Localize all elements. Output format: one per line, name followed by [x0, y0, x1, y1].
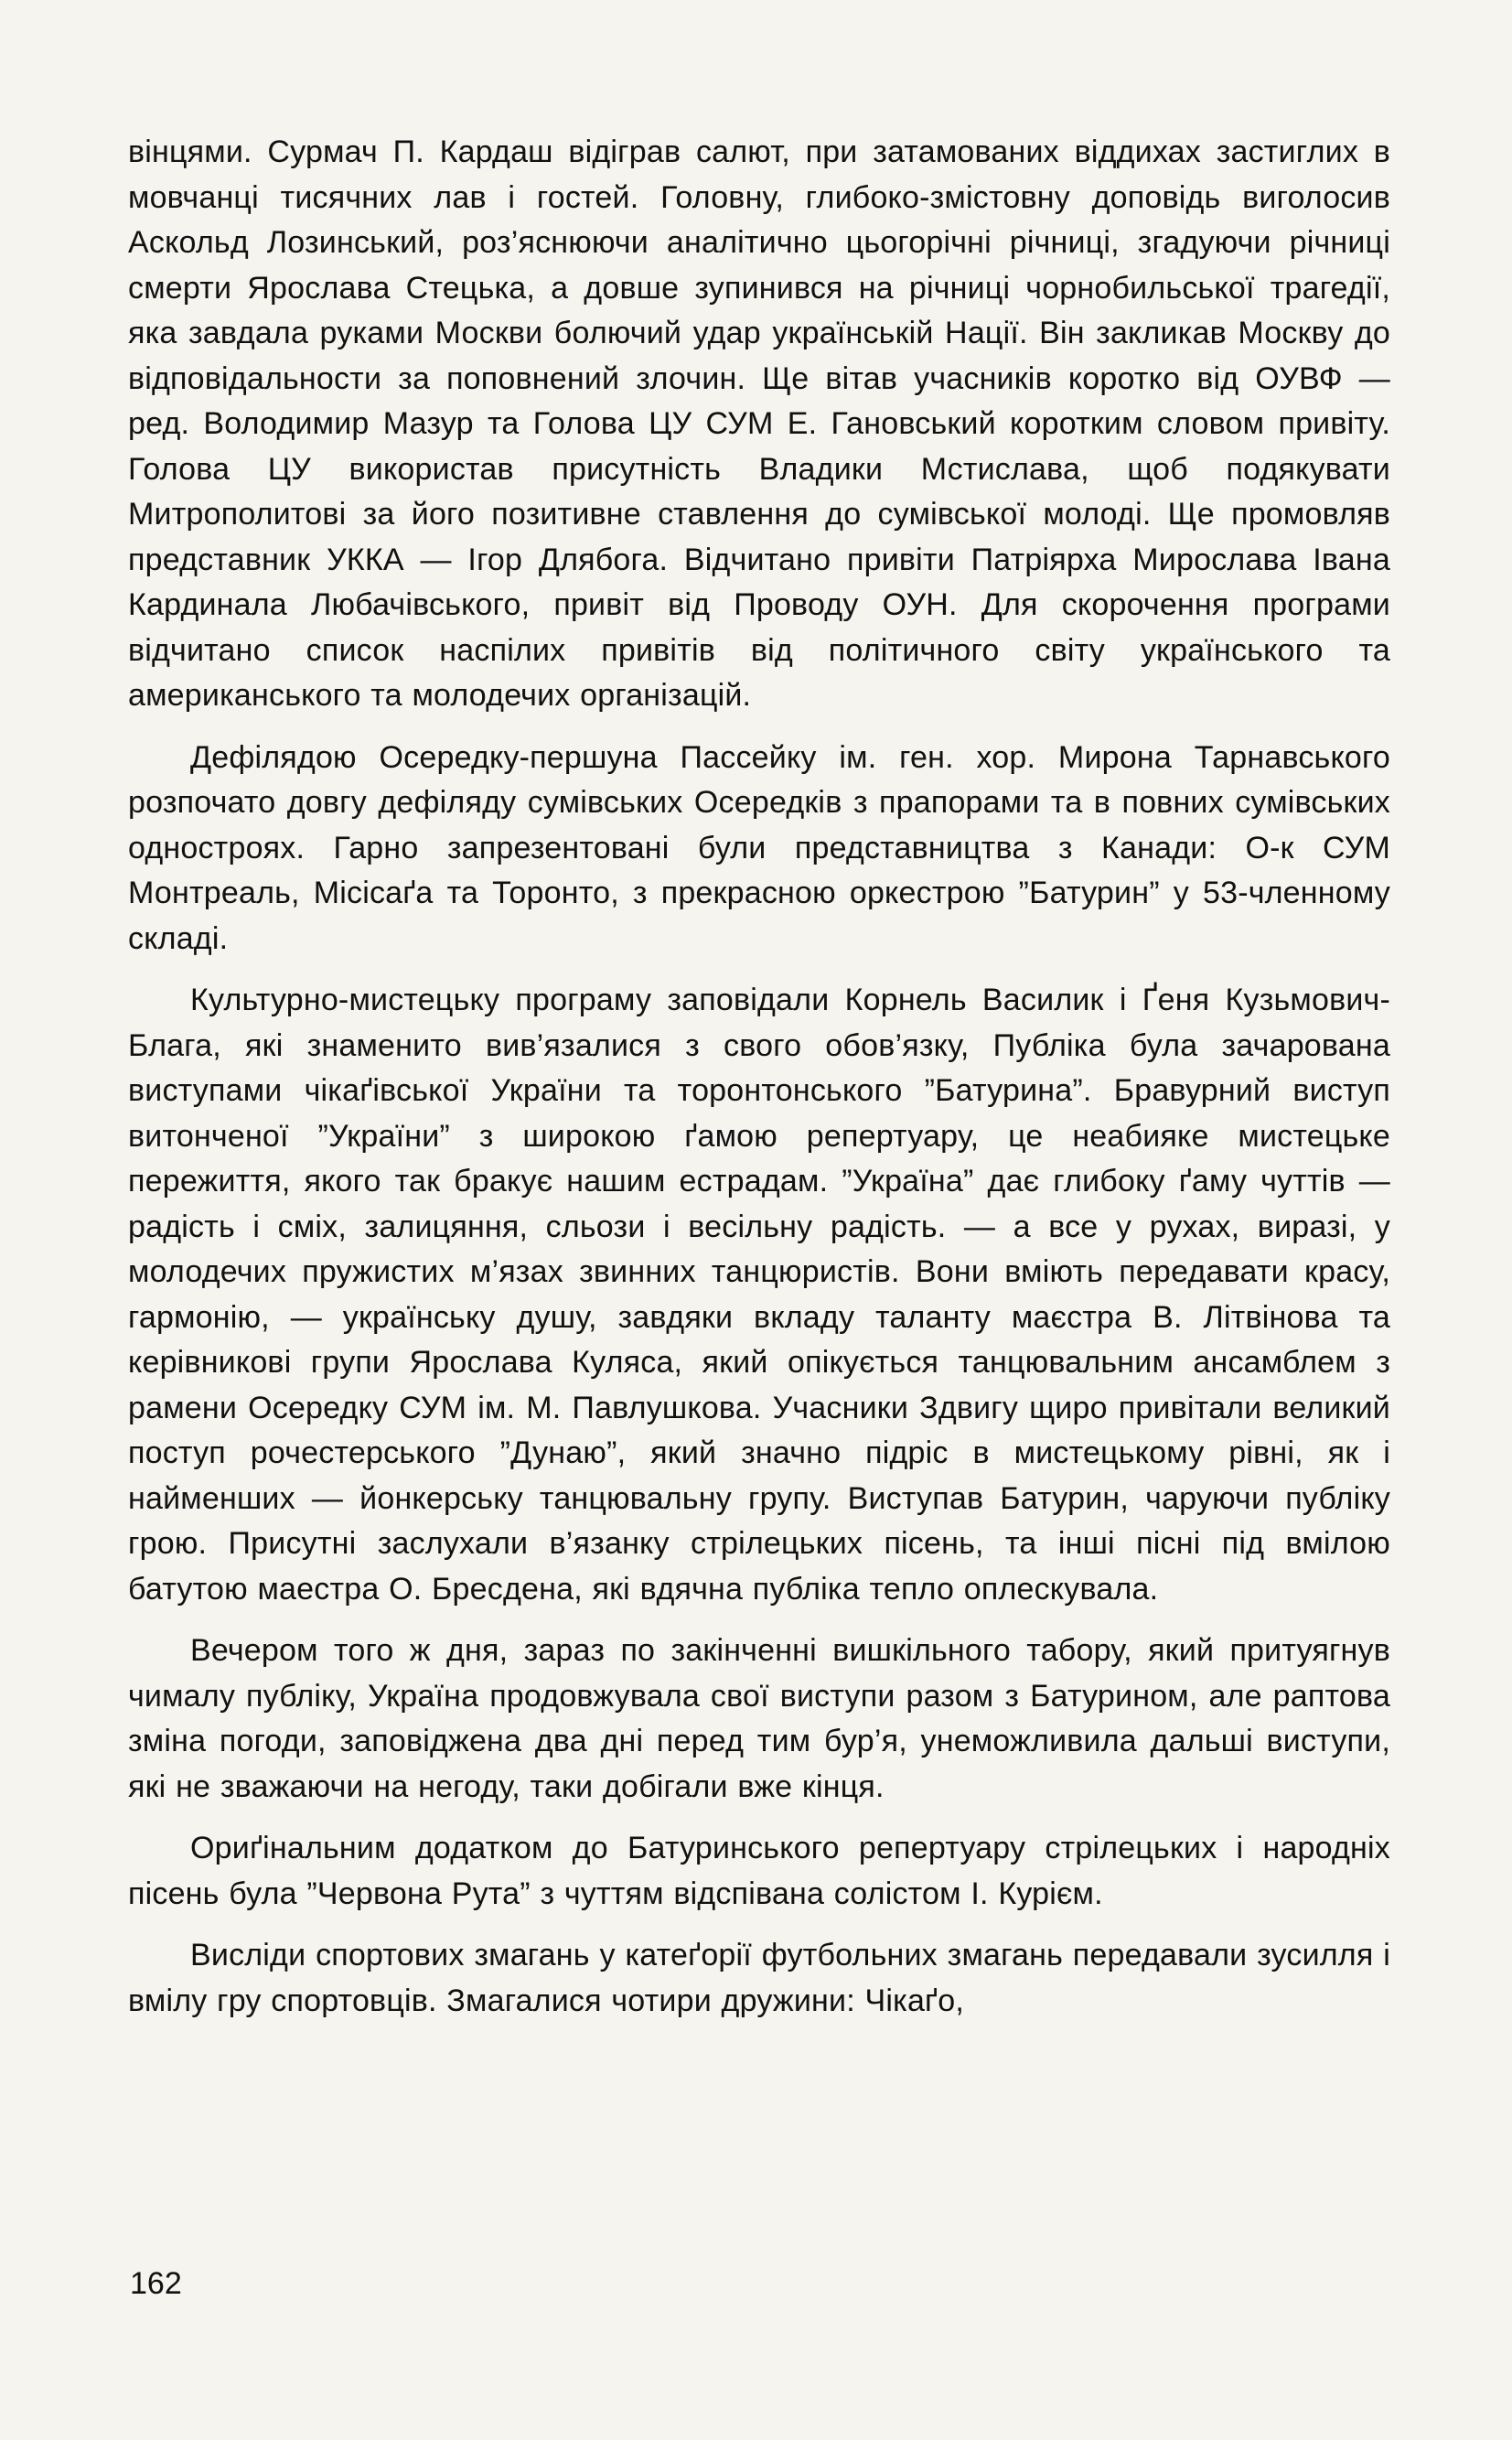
paragraph-6: Висліди спортових змагань у катеґорії футбольних змагань передавали зусилля і вмілу гру спортовців. Змагалися чотири дружини: Чікаґо,: [128, 1938, 1390, 2018]
document-page: [128, 130, 1390, 2040]
paragraph-4: Вечером того ж дня, зараз по закінченні вишкільного табору, який притуягнув чималу публіку, Україна продовжувала свої виступи разом з Батурином, але раптова зміна погоди, заповіджена два дні перед тим бур’я, унеможливила дальші виступи, які не зважаючи на негоду, таки добігали вже кінця.: [128, 1633, 1390, 1804]
paragraph-3: Культурно-мистецьку програму заповідали Корнель Василик і Ґеня Кузьмович-Блага, які знаменито вив’язалися з свого обов’язку, Публіка була зачарована виступами чікаґівської України та торонтонського ”Батурина”. Бравурний виступ витонченої ”України” з широкою ґамою репертуару, це неабияке мистецьке пережиття, якого так бракує нашим естрадам. ”Україна” дає глибоку ґаму чуттів — радість і сміх, залицяння, сльози і весільну радість. — а все у рухах, виразі, у молодечих пружистих м’язах звинних танцюристів. Вони вміють передавати красу, гармонію, — українську душу, завдяки вкладу таланту маєстра В. Літвінова та керівникові групи Ярослава Куляса, який опікується танцювальним ансамблем з рамени Осередку СУМ ім. М. Павлушкова. Учасники Здвигу щиро привітали великий поступ рочестерського ”Дунаю”, який значно підріс в мистецькому рівні, як і найменших — йонкерську танцювальну групу. Виступав Батурин, чаруючи публіку грою. Присутні заслухали в’язанку стрілецьких пісень, та інші пісні під вмілою батутою маестра О. Бресдена, які вдячна публіка тепло оплескувала.: [128, 983, 1390, 1607]
page-number: 162: [130, 2266, 182, 2301]
paragraph-2: Дефілядою Осередку-першуна Пассейку ім. ген. хор. Мирона Тарнавського розпочато довгу дефіляду сумівських Осередків з прапорами та в повних сумівських одностроях. Гарно запрезентовані були представництва з Канади: О-к СУМ Монтреаль, Місісаґа та Торонто, з прекрасною оркестрою ”Батурин” у 53-членному складі.: [128, 739, 1390, 956]
paragraph-1: вінцями. Сурмач П. Кардаш відіграв салют, при затамованих віддихах застиглих в мовчанці тисячних лав і гостей. Головну, глибоко-змістовну доповідь виголосив Аскольд Лозинський, роз’яснюючи аналітично цьогорічні річниці, згадуючи річниці смерти Ярослава Стецька, а довше зупинився на річниці чорнобильської трагедії, яка завдала руками Москви болючий удар українській Нації. Він закликав Москву до відповідальности за поповнений злочин. Ще вітав учасників коротко від ОУВФ — ред. Володимир Мазур та Голова ЦУ СУМ Е. Гановський коротким словом привіту. Голова ЦУ використав присутність Владики Мстислава, щоб подякувати Митрополитові за його позитивне ставлення до сумівської молоді. Ще промовляв представник УККА — Ігор Длябога. Відчитано привіти Патріярха Мирослава Івана Кардинала Любачівського, привіт від Проводу ОУН. Для скорочення програми відчитано список наспілих привітів від політичного світу українського та американського та молодечих організацій.: [128, 134, 1390, 713]
paragraph-5: Ориґінальним додатком до Батуринського репертуару стрілецьких і народніх пісень була ”Червона Рута” з чуттям відспівана солістом І. Курієм.: [128, 1831, 1390, 1911]
